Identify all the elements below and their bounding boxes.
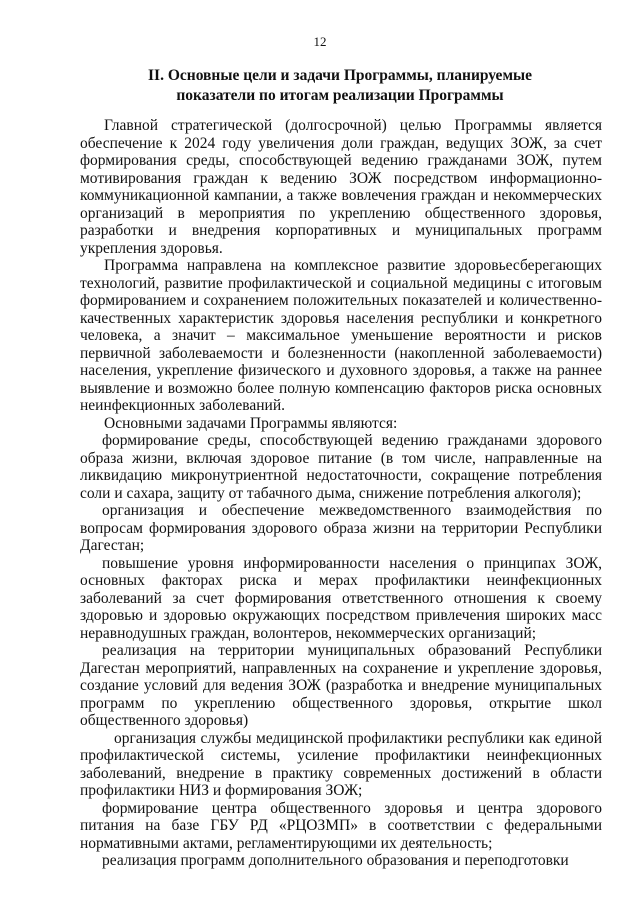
task-item-environment: формирование среды, способствующей ведению гражданами здорового образа жизни, включая здоровое питание (в том числе, направленные на ликвидацию микронутриентной недостаточности, сокращение потребления соли и сахара, защиту от табачного дыма, снижение потребления алкоголя); <box>80 432 602 502</box>
paragraph-strategic-goal: Главной стратегической (долгосрочной) целью Программы является обеспечение к 2024 году увеличения доли граждан, ведущих ЗОЖ, за счет формирования среды, способствующей ведению гражданами ЗОЖ, путем мотивирования граждан к ведению ЗОЖ посредством информационно-коммуникационной кампании, а также вовлечения граждан и некоммерческих организаций в мероприятия по укреплению общественного здоровья, разработки и внедрения корпоративных и муниципальных программ укрепления здоровья. <box>80 117 602 257</box>
task-item-awareness: повышение уровня информированности населения о принципах ЗОЖ, основных факторах риска и мерах профилактики неинфекционных заболеваний за счет формирования ответственного отношения к своему здоровью и здоровью окружающих посредством привлечения широких масс неравнодушных граждан, волонтеров, некоммерческих организаций; <box>80 554 602 642</box>
paragraph-program-direction: Программа направлена на комплексное развитие здоровьесберегающих технологий, развитие профилактической и социальной медицины с итоговым формированием и сохранением положительных показателей и количественно-качественных характеристик здоровья населения республики и конкретного человека, а значит – максимальное уменьшение вероятности и рисков первичной заболеваемости и болезненности (накопленной заболеваемости) населения, укрепление физического и духовного здоровья, а также на раннее выявление и возможно более полную компенсацию факторов риска основных неинфекционных заболеваний. <box>80 257 602 414</box>
section-title-line-2: показатели по итогам реализации Программы <box>176 87 504 104</box>
task-item-interagency: организация и обеспечение межведомственного взаимодействия по вопросам формирования здорового образа жизни на территории Республики Дагестан; <box>80 502 602 554</box>
section-title <box>110 66 570 106</box>
section-title-line-1: II. Основные цели и задачи Программы, планируемые <box>148 67 532 84</box>
paragraph-tasks-intro: Основными задачами Программы являются: <box>104 414 398 432</box>
task-item-prevention-service: организация службы медицинской профилактики республики как единой профилактической системы, усиление профилактики неинфекционных заболеваний, внедрение в практику современных достижений в области профилактики НИЗ и формирования ЗОЖ; <box>80 729 602 799</box>
document-body <box>80 117 602 870</box>
task-item-education: реализация программ дополнительного образования и переподготовки <box>102 852 569 869</box>
task-item-municipal: реализация на территории муниципальных образований Республики Дагестан мероприятий, направленных на сохранение и укрепление здоровья, создание условий для ведения ЗОЖ (разработка и внедрение муниципальных программ по укреплению общественного здоровья, открытие школ общественного здоровья) <box>80 642 602 729</box>
page-number: 12 <box>313 34 327 49</box>
task-item-health-center: формирование центра общественного здоровья и центра здорового питания на базе ГБУ РД «РЦОЗМП» в соответствии с федеральными нормативными актами, регламентирующими их деятельность; <box>80 799 602 852</box>
